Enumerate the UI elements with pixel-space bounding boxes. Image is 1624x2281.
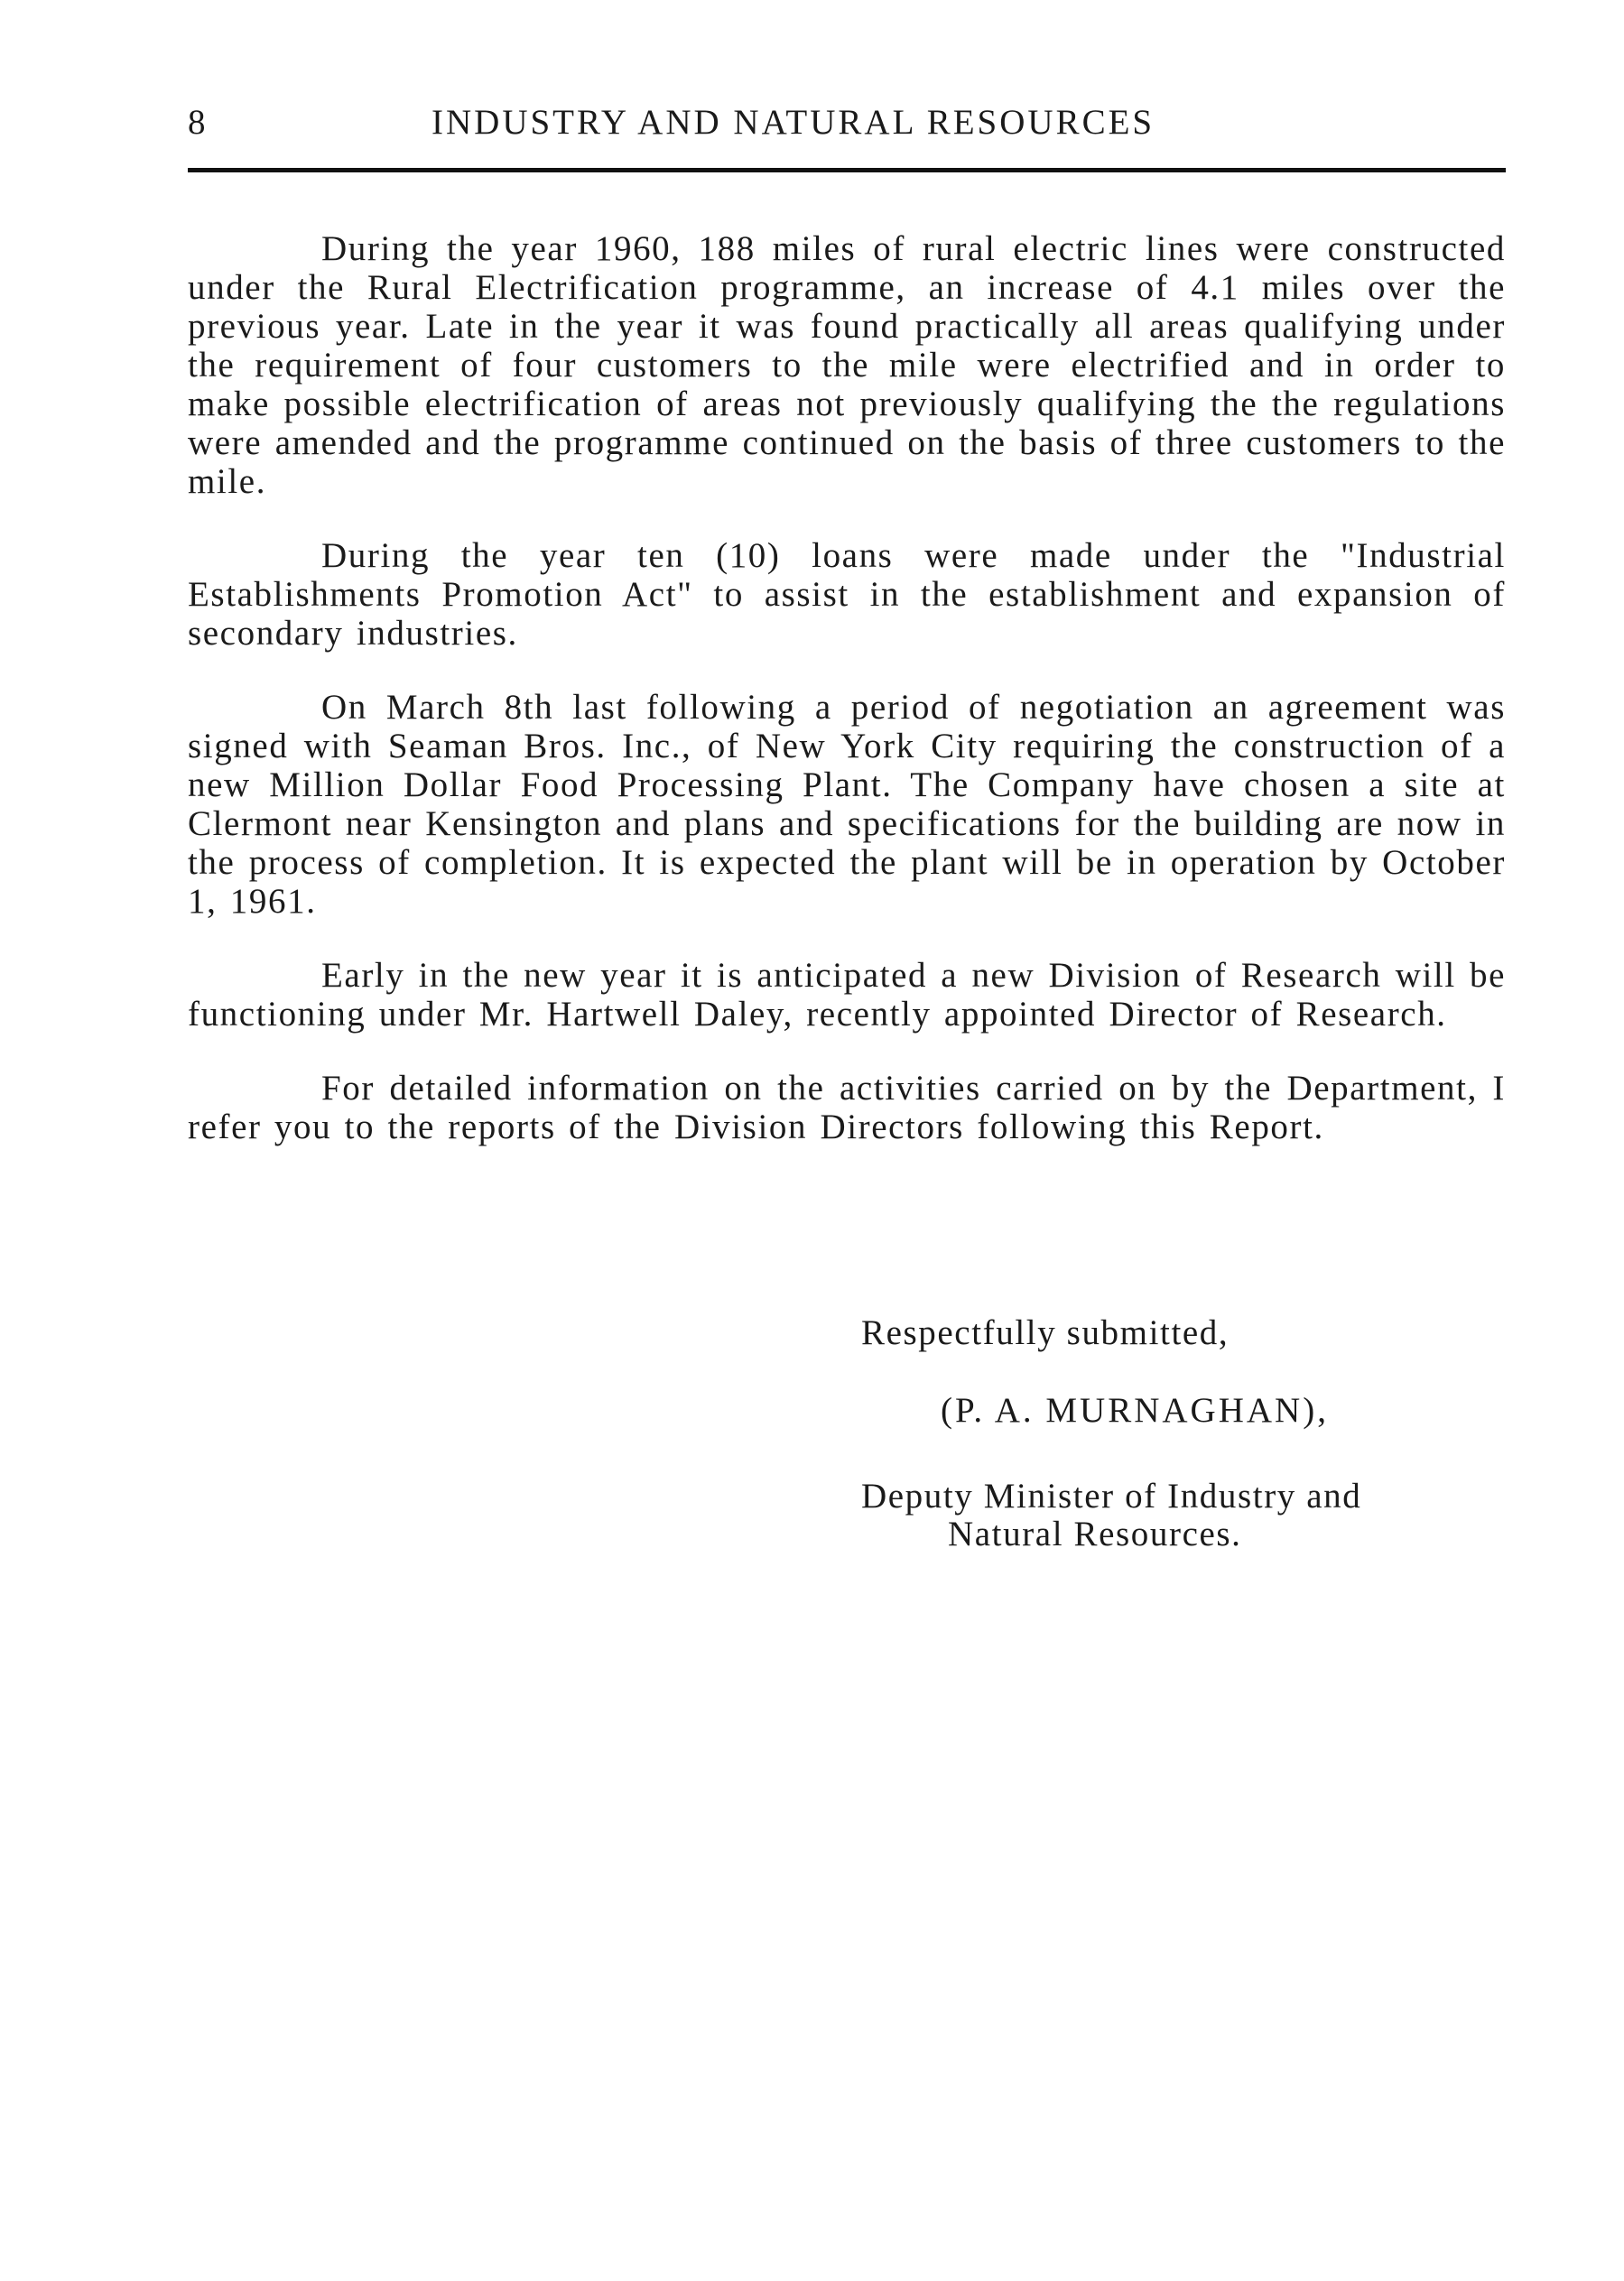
paragraph-detailed-information: For detailed information on the activities carried on by the Department, I refer you to the reports of the Division Directors following this Report. xyxy=(188,1069,1506,1146)
running-title: INDUSTRY AND NATURAL RESOURCES xyxy=(432,103,1155,142)
paragraph-industrial-loans: During the year ten (10) loans were made under the "Industrial Establishments Promotion Act" to assist in the establishment and expansion of secondary industries. xyxy=(188,536,1506,653)
paragraph-food-processing-plant: On March 8th last following a period of negotiation an agreement was signed with Seaman Bros. Inc., of New York City requiring the construction of a new Million Dollar Food Processing Plant. The Company have chosen a site at Clermont near Kensington and plans and specifications for the building are now in the process of completion. It is expected the plant will be in operation by October 1, 1961. xyxy=(188,688,1506,921)
header-rule xyxy=(188,168,1506,172)
signer-name: (P. A. MURNAGHAN), xyxy=(941,1391,1329,1430)
signer-title-line-1: Deputy Minister of Industry and xyxy=(861,1477,1362,1516)
page-header xyxy=(188,102,1506,156)
closing-salutation: Respectfully submitted, xyxy=(861,1313,1230,1352)
paragraph-division-of-research: Early in the new year it is anticipated a new Division of Research will be functioning under Mr. Hartwell Daley, recently appointed Director of Research. xyxy=(188,956,1506,1034)
page-number: 8 xyxy=(188,103,209,142)
paragraph-rural-electrification: During the year 1960, 188 miles of rural electric lines were constructed under the Rural Electrification programme, an increase of 4.1 miles over the previous year. Late in the year it was found practically all areas qualifying under the requirement of four customers to the mile were electrified and in order to make possible electrification of areas not previously qualifying the the regulations were amended and the programme continued on the basis of three customers to the mile. xyxy=(188,229,1506,501)
signer-title-line-2: Natural Resources. xyxy=(948,1515,1242,1553)
body-text xyxy=(188,229,1506,1182)
